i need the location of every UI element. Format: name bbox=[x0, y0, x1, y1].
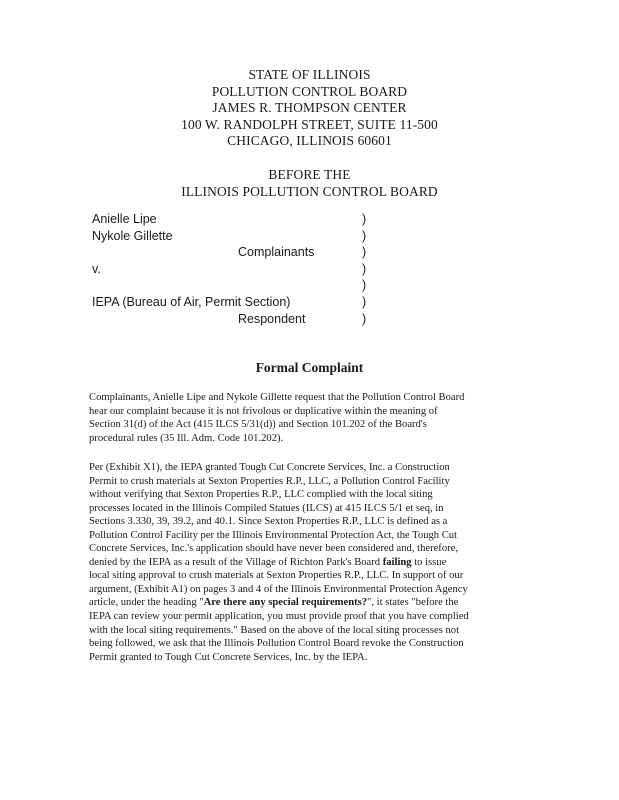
paragraph-line: Permit to crush materials at Sexton Properties R.P., LLC, a Pollution Control Facility bbox=[89, 475, 450, 487]
respondent-name: IEPA (Bureau of Air, Permit Section) bbox=[92, 294, 291, 309]
header-line-state: STATE OF ILLINOIS bbox=[248, 67, 371, 82]
caption-row bbox=[92, 211, 392, 228]
paragraph-line bbox=[89, 556, 541, 570]
caption-row bbox=[92, 244, 392, 261]
caption-paren: ) bbox=[362, 228, 367, 243]
paragraph-line: argument, (Exhibit A1) on pages 3 and 4 of the Illinois Environmental Protection Agency bbox=[89, 583, 468, 595]
case-caption bbox=[92, 211, 392, 327]
line-text: denied by the IEPA as a result of the Village of Richton Park's Board bbox=[89, 556, 383, 568]
paragraph-argument bbox=[89, 461, 541, 664]
paragraph-line: Permit granted to Tough Cut Concrete Services, Inc. by the IEPA. bbox=[89, 651, 368, 663]
document-title: Formal Complaint bbox=[255, 360, 364, 375]
paragraph-line: IEPA can review your permit application, you must provide proof that you have complied bbox=[89, 611, 469, 623]
paragraph-line: Section 31(d) of the Act (415 ILCS 5/31(d)) and Section 101.202 of the Board's bbox=[89, 419, 427, 431]
before-line-2: ILLINOIS POLLUTION CONTROL BOARD bbox=[181, 183, 438, 199]
caption-paren: ) bbox=[362, 311, 367, 326]
paragraph-line: Per (Exhibit X1), the IEPA granted Tough Cut Concrete Services, Inc. a Construction bbox=[89, 462, 450, 473]
paragraph-line: being followed, we ask that the Illinois Pollution Control Board revoke the Construction bbox=[89, 638, 464, 650]
line-text: to issue bbox=[411, 556, 447, 568]
paragraph-line: Pollution Control Facility per the Illinois Environmental Protection Act, the Tough Cut bbox=[89, 529, 458, 541]
paragraph-line: processes located in the Illinois Compiled Statues (ILCS) at 415 ILCS 5/1 et seq, in bbox=[89, 502, 444, 514]
header-line-street: 100 W. RANDOLPH STREET, SUITE 11-500 bbox=[181, 116, 438, 132]
respondent-label: Respondent bbox=[238, 311, 306, 326]
header-line-board: POLLUTION CONTROL BOARD bbox=[211, 83, 408, 99]
agency-address-block bbox=[0, 67, 619, 150]
paragraph-line: without verifying that Sexton Properties R.P., LLC complied with the local siting bbox=[89, 489, 433, 501]
before-the-board-heading bbox=[0, 167, 619, 200]
complainant-name-2: Nykole Gillette bbox=[92, 228, 173, 243]
caption-row bbox=[92, 261, 392, 278]
paragraph-request bbox=[89, 391, 541, 445]
line-text: article, under the heading " bbox=[89, 597, 204, 609]
caption-paren: ) bbox=[362, 294, 367, 309]
before-line-1: BEFORE THE bbox=[268, 167, 351, 182]
paragraph-line: Sections 3.330, 39, 39.2, and 40.1. Since Sexton Properties R.P., LLC is defined as a bbox=[89, 516, 448, 528]
header-line-city: CHICAGO, ILLINOIS 60601 bbox=[227, 133, 392, 148]
line-text: ", it states "before the bbox=[367, 597, 459, 609]
paragraph-line: procedural rules (35 Ill. Adm. Code 101.202). bbox=[89, 432, 284, 444]
paragraph-line: with the local siting requirements." Based on the above of the local siting processes not bbox=[89, 624, 460, 636]
caption-row bbox=[92, 311, 392, 328]
paragraph-line: hear our complaint because it is not frivolous or duplicative within the meaning of bbox=[89, 405, 438, 417]
caption-paren: ) bbox=[362, 245, 367, 260]
caption-paren: ) bbox=[362, 261, 367, 276]
paragraph-line: Concrete Services, Inc.'s application should have never been considered and, therefore, bbox=[89, 543, 459, 555]
paragraph-line: Complainants, Anielle Lipe and Nykole Gillette request that the Pollution Control Board bbox=[89, 392, 465, 403]
paragraph-line: local siting approval to crush materials at Sexton Properties R.P., LLC. In support of our bbox=[89, 570, 464, 582]
emphasis-heading-quote: Are there any special requirements? bbox=[203, 597, 368, 609]
header-line-center: JAMES R. THOMPSON CENTER bbox=[212, 100, 407, 115]
emphasis-failing: failing bbox=[382, 556, 412, 568]
complainant-name-1: Anielle Lipe bbox=[92, 212, 157, 226]
versus-label: v. bbox=[92, 261, 101, 276]
caption-paren: ) bbox=[362, 278, 367, 293]
caption-row bbox=[92, 228, 392, 245]
caption-row bbox=[92, 294, 392, 311]
complainants-label: Complainants bbox=[238, 245, 315, 260]
paragraph-line bbox=[89, 596, 541, 610]
caption-paren: ) bbox=[362, 212, 367, 226]
caption-row bbox=[92, 277, 392, 294]
